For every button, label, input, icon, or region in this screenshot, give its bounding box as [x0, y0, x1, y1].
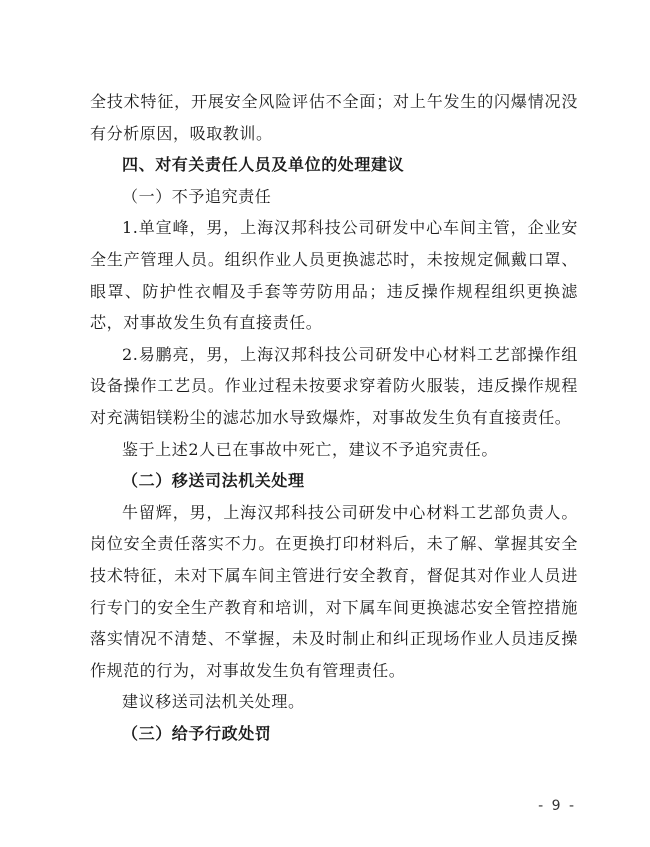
paragraph-person-1: 1.单宣峰，男，上海汉邦科技公司研发中心车间主管，企业安全生产管理人员。组织作业人员更换滤芯时，未按规定佩戴口罩、眼罩、防护性衣帽及手套等劳防用品；违反操作规程组织更换滤芯，对事故发生负有直接责任。 [90, 218, 578, 333]
subheading-no-liability: （一）不予追究责任 [122, 186, 272, 206]
subheading-administrative-penalty: （三）给予行政处罚 [122, 723, 272, 743]
document-body [90, 86, 578, 749]
paragraph-person-3: 牛留辉，男，上海汉邦科技公司研发中心材料工艺部负责人。岗位安全责任落实不力。在更换打印材料后，未了解、掌握其安全技术特征，未对下属车间主管进行安全教育，督促其对作业人员进行专门的安全生产教育和培训，对下属车间更换滤芯安全管控措施落实情况不清楚、不掌握，未及时制止和纠正现场作业人员违反操作规范的行为，对事故发生负有管理责任。 [90, 502, 578, 680]
section-heading-handling-suggestions: 四、对有关责任人员及单位的处理建议 [122, 155, 405, 175]
paragraph-person-2: 2.易鹏亮，男，上海汉邦科技公司研发中心材料工艺部操作组设备操作工艺员。作业过程未按要求穿着防火服装，违反操作规程对充满铝镁粉尘的滤芯加水导致爆炸，对事故发生负有直接责任。 [90, 344, 578, 427]
paragraph-judicial-conclusion: 建议移送司法机关处理。 [122, 692, 305, 712]
paragraph-no-liability-conclusion: 鉴于上述2人已在事故中死亡，建议不予追究责任。 [122, 439, 498, 459]
page-number: - 9 - [538, 798, 576, 814]
paragraph-continuation: 全技术特征，开展安全风险评估不全面；对上午发生的闪爆情况没有分析原因，吸取教训。 [90, 92, 578, 143]
subheading-judicial-transfer: （二）移送司法机关处理 [122, 471, 305, 491]
